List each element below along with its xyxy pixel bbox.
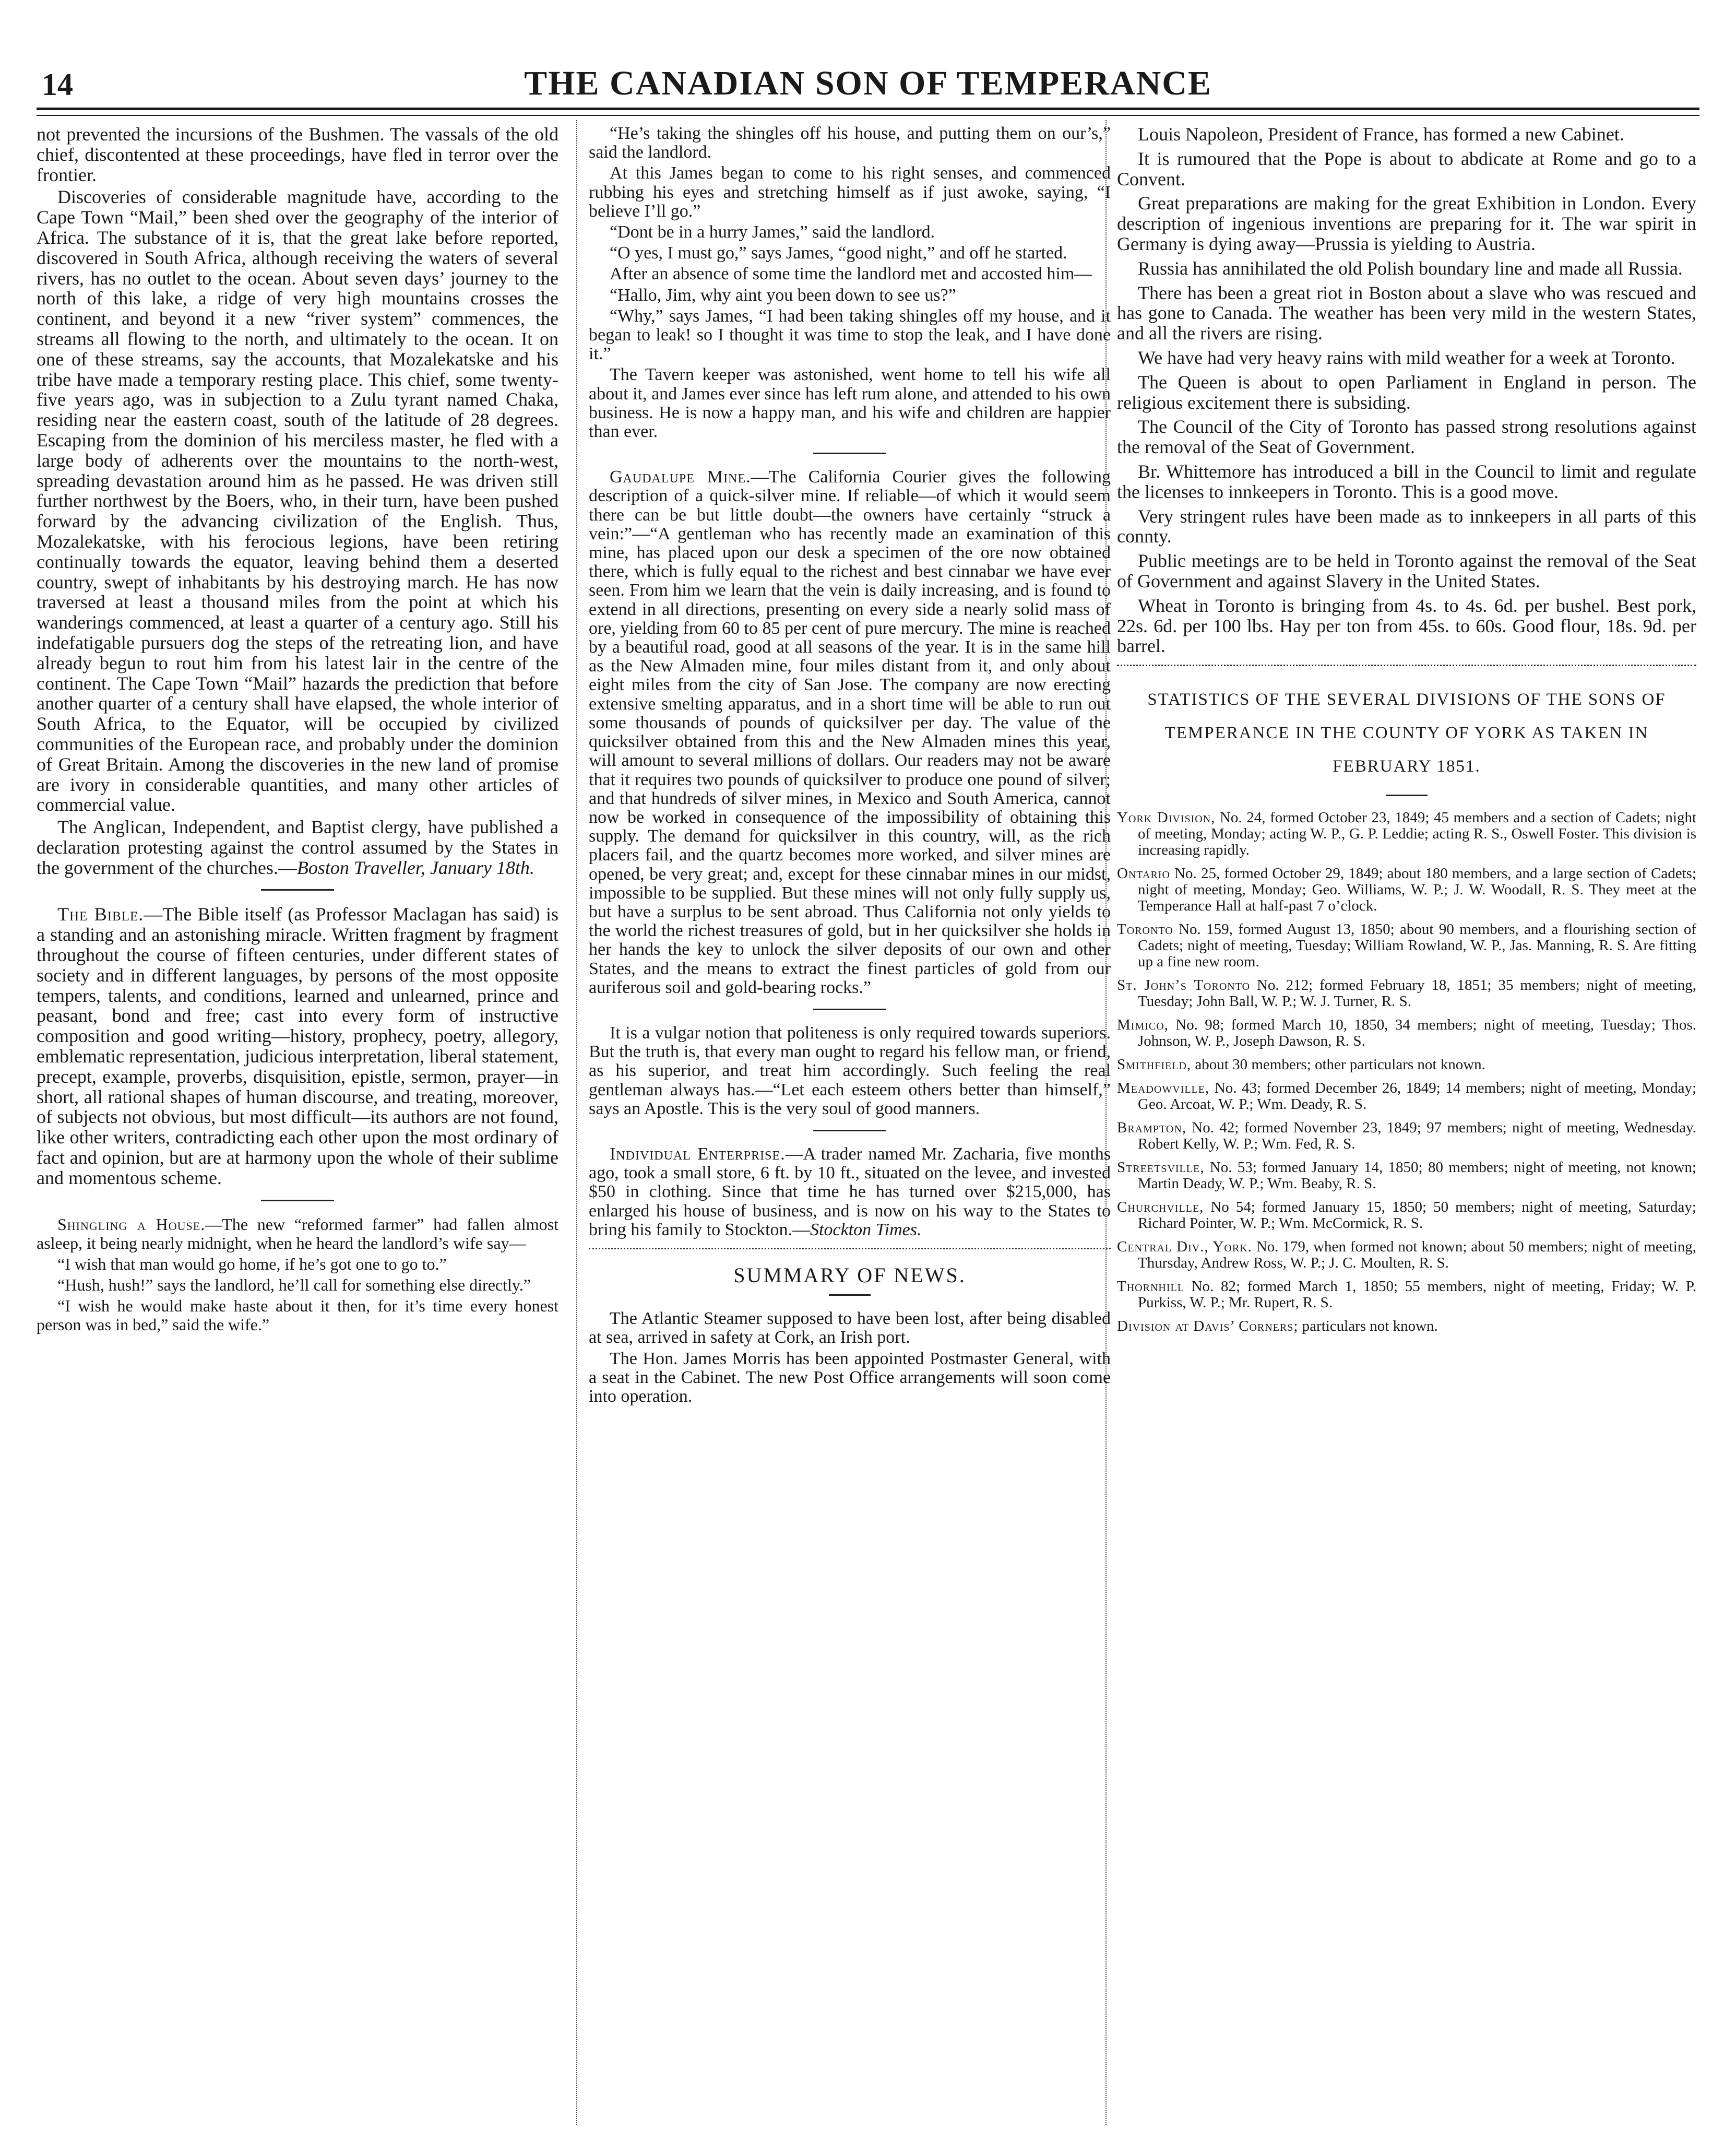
- division-entry: Brampton, No. 42; formed November 23, 1849; 97 members; night of meeting, Wednesday. Robert Kelly, W. P.; Wm. Fed, R. S.: [1117, 1119, 1696, 1153]
- article-clergy: [37, 817, 558, 878]
- page-number: 14: [42, 67, 73, 102]
- article-lead: Individual Enterprise.: [610, 1144, 786, 1164]
- news-item: The Atlantic Steamer supposed to have been lost, after being disabled at sea, arrived in safety at Cork, an Irish port.: [589, 1309, 1111, 1347]
- dialog-line: “He’s taking the shingles off his house, and putting them on our’s,” said the landlord.: [589, 124, 1111, 162]
- dialog-line: After an absence of some time the landlord met and accosted him—: [610, 264, 1092, 284]
- article-separator: [589, 1248, 1111, 1255]
- header-rule-thin: [37, 115, 1699, 116]
- article-politeness: It is a vulgar notion that politeness is only required towards superiors. But the truth is, that every man ought to regard his fellow man, or friend, as his superior, and treat him accordingly. Such feeling the real gentleman always has.—“Let each esteem others better than himself,” says an Apostle. This is the very soul of good manners.: [589, 1023, 1111, 1118]
- article-bible: [37, 904, 558, 1188]
- division-entry: Ontario No. 25, formed October 29, 1849; about 180 members, and a large section of Cadets; night of meeting, Monday; Geo. Williams, W. P.; J. W. Woodall, R. S. They meet at the Temperance Hall at half-past 7 o’clock.: [1117, 865, 1696, 915]
- dialog-line: “Dont be in a hurry James,” said the landlord.: [610, 222, 935, 242]
- article-lead: Shingling a House.: [57, 1214, 206, 1234]
- article-paragraph: not prevented the incursions of the Bushmen. The vassals of the old chief, discontented at these proceedings, have fled in terror over the frontier.: [37, 124, 558, 185]
- newspaper-title: THE CANADIAN SON OF TEMPERANCE: [524, 64, 1212, 102]
- news-item: Louis Napoleon, President of France, has formed a new Cabinet.: [1138, 124, 1624, 145]
- division-entry: Meadowville, No. 43; formed December 26, 1849; 14 members; night of meeting, Monday; Geo. Arcoat, W. P.; Wm. Deady, R. S.: [1117, 1080, 1696, 1113]
- division-entry: Central Div., York. No. 179, when formed not known; about 50 members; night of meeting, Thursday, Andrew Ross, W. P.; J. C. Moulten, R. S.: [1117, 1238, 1696, 1272]
- statistics-heading: STATISTICS OF THE SEVERAL DIVISIONS OF THE SONS OF TEMPERANCE IN THE COUNTY OF YORK AS TAKEN IN FEBRUARY 1851.: [1147, 690, 1666, 776]
- heading-rule: [829, 1294, 871, 1296]
- division-entry: Churchville, No 54; formed January 15, 1850; 50 members; night of meeting, Saturday; Richard Pointer, W. P.; Wm. McCormick, R. S.: [1117, 1199, 1696, 1232]
- article-separator: [813, 453, 886, 454]
- news-item: We have had very heavy rains with mild weather for a week at Toronto.: [1138, 347, 1675, 368]
- article-text: —The California Courier gives the following description of a quick-silver mine. If reliable—of which it would seem there can be but little doubt—the owners have certainly “struck a vein:”—“A gentleman who has recently made an examination of this mine, has placed upon our desk a specimen of the ore now obtained there, which is fully equal to the richest and best cinnabar we have ever seen. From him we learn that the vein is daily increasing, and is found to extend in all directions, presenting on every side a nearly solid mass of ore, yielding from 60 to 85 per cent of pure mercury. The mine is reached by a beautiful road, good at all seasons of the year. It is in the same hill as the New Almaden mine, four miles distant from it, and only about eight miles from the city of San Jose. The company are now erecting extensive smelting apparatus, and in a short time will be able to run out some thousands of pounds of quicksilver per day. The value of the quicksilver obtained from this and the New Almaden mines this year, will amount to several millions of dollars. Our readers may not be aware that it requires two pounds of quicksilver to produce one pound of silver; and that hundreds of silver mines, in Mexico and South America, cannot now be worked in consequence of the impossibility of obtaining this supply. The demand for quicksilver in this country, will, as the rich placers fail, and the quartz becomes more worked, and silver mines are opened, be very great; and, except for these cinnabar mines in our midst, impossible to be supplied. But these mines will not only fully supply us, but have a surplus to be sent abroad. Thus California not only yields to the world the richest treasures of gold, but in her quicksilver she holds in her hands the key to unlock the silver deposits of our own and other States, and the means to extract the finest particles of gold from our auriferous soil and gold-bearing rocks.”: [589, 467, 1111, 997]
- article-text: —The Bible itself (as Professor Maclagan has said) is a standing and an astonishing miracle. Written fragment by fragment throughout the course of fifteen centuries, under different states of society and in different languages, by persons of the most opposite tempers, talents, and conditions, learned and unlearned, prince and peasant, bond and free; cast into every form of instructive composition and good writing—history, prophecy, poetry, allegory, emblematic representation, judicious interpretation, liberal statement, precept, example, proverbs, disquisition, epistle, sermon, prayer—in short, all rational shapes of human discourse, and treating, moreover, of subjects not obvious, but most difficult—its authors are not found, like other writers, contradicting each other upon the most ordinary of fact and opinion, but are at harmony upon the whole of their sublime and momentous scheme.: [37, 904, 558, 1188]
- dialog-line: “Hallo, Jim, why aint you been down to see us?”: [610, 285, 956, 305]
- division-entry: St. John’s Toronto No. 212; formed February 18, 1851; 35 members; night of meeting, Tuesday; John Ball, W. P.; W. J. Turner, R. S.: [1117, 977, 1696, 1010]
- division-list: [1117, 810, 1696, 1334]
- article-separator: [261, 889, 334, 891]
- division-entry: Toronto No. 159, formed August 13, 1850; about 90 members, and a flourishing section of Cadets; night of meeting, Tuesday; William Rowland, W. P., Jas. Manning, R. S. Are fitting up a fine new room.: [1117, 921, 1696, 971]
- news-item: Wheat in Toronto is bringing from 4s. to 4s. 6d. per bushel. Best pork, 22s. 6d. per 100 lbs. Hay per ton from 45s. to 60s. Good flour, 18s. 9d. per barrel.: [1117, 595, 1696, 657]
- column-1: [37, 124, 558, 2124]
- news-item: There has been a great riot in Boston about a slave who was rescued and has gone to Canada. The weather has been very mild in the western States, and all the rivers are rising.: [1117, 282, 1696, 344]
- summary-heading: SUMMARY OF NEWS.: [733, 1263, 966, 1287]
- column-3: [1117, 124, 1696, 2124]
- news-item: The Hon. James Morris has been appointed Postmaster General, with a seat in the Cabinet. The new Post Office arrangements will soon come into operation.: [589, 1349, 1111, 1406]
- article-lead: The Bible.: [57, 904, 144, 925]
- news-item: Very stringent rules have been made as to innkeepers in all parts of this connty.: [1117, 505, 1696, 547]
- article-separator: [813, 1009, 886, 1010]
- article-lead: Gaudalupe Mine.: [610, 467, 751, 487]
- dialog-line: “Hush, hush!” says the landlord, he’ll call for something else directly.”: [57, 1275, 531, 1294]
- article-source: Boston Traveller, January 18th.: [296, 857, 534, 878]
- news-item: Russia has annihilated the old Polish boundary line and made all Russia.: [1138, 257, 1683, 279]
- article-separator: [261, 1200, 334, 1201]
- heading-rule: [1386, 795, 1428, 796]
- dialog-line: “O yes, I must go,” says James, “good night,” and off he started.: [610, 243, 1067, 263]
- section-separator: [1117, 665, 1696, 671]
- division-entry: York Division, No. 24, formed October 23, 1849; 45 members and a section of Cadets; night of meeting, Monday; acting W. P., G. P. Leddie; acting R. S., Oswell Foster. This division is increasing rapidly.: [1117, 809, 1696, 859]
- header-rule: [37, 108, 1699, 110]
- article-africa-discoveries: Discoveries of considerable magnitude have, according to the Cape Town “Mail,” been shed over the geography of the interior of Africa. The substance of it is, that the great lake before reported, discovered in South Africa, although receiving the waters of several rivers, has no outlet to the ocean. About seven days’ journey to the north of this lake, a ridge of very high mountains crosses the continent, and beyond it a new “river system” commences, the streams all flowing to the north, and ultimately to the ocean. It on one of these streams, say the accounts, that Mozalekatske and his tribe have made a temporary resting place. This chief, some twenty-five years ago, was in subjection to a Zulu tyrant named Chaka, residing near the eastern coast, south of the latitude of 28 degrees. Escaping from the dominion of his merciless master, he fled with a large body of adherents over the mountains to the north-west, spreading devastation around him as he passed. He was driven still further northwest by the Boers, who, in their turn, have been pushed forward by the advancing civilization of the English. Thus, Mozalekatske, with his ferocious legions, have been retiring continually towards the equator, leaving behind them a deserted country, swept of inhabitants by his destroying march. He has now traversed at least a thousand miles from the point at which his wanderings commenced, at least a quarter of a century ago. Still his indefatigable pursuers dog the steps of the retreating lion, and have already begun to rout him from his latest lair in the centre of the continent. The Cape Town “Mail” hazards the prediction that before another quarter of a century shall have elapsed, the whole interior of South Africa, to the Equator, will be occupied by civilized communities of the European race, and probably under the dominion of Great Britain. Among the discoveries in the new land of promise are ivory in considerable quantities, and many other articles of commercial value.: [37, 186, 558, 815]
- dialog-line: At this James began to come to his right senses, and commenced rubbing his eyes and stretching himself as if just awoke, saying, “I believe I’ll go.”: [589, 163, 1111, 221]
- division-entry: Division at Davis’ Corners; particulars not known.: [1117, 1318, 1438, 1335]
- article-source: Stockton Times.: [810, 1220, 922, 1239]
- column-2: [589, 124, 1111, 2124]
- news-item: The Council of the City of Toronto has passed strong resolutions against the removal of the Seat of Government.: [1117, 416, 1696, 458]
- dialog-line: “Why,” says James, “I had been taking shingles off my house, and it began to leak! so I thought it was time to stop the leak, and I have done it.”: [589, 306, 1111, 364]
- article-text: —A trader named Mr. Zacharia, five months ago, took a small store, 6 ft. by 10 ft., situated on the levee, and invested $50 in clothing. Since that time he has turned over $215,000, has enlarged his house of business, and is now on his way to the States to bring his family to Stockton.—: [589, 1144, 1111, 1239]
- article-enterprise: [589, 1145, 1111, 1239]
- article-text: —The new “reformed farmer” had fallen almost asleep, it being nearly midnight, when he heard the landlord’s wife say—: [37, 1214, 558, 1252]
- column-divider: [576, 120, 577, 2125]
- news-list: [1117, 124, 1696, 656]
- division-entry: Streetsville, No. 53; formed January 14, 1850; 80 members; night of meeting, not known; Martin Deady, W. P.; Wm. Beaby, R. S.: [1117, 1159, 1696, 1192]
- article-gaudalupe-mine: [589, 468, 1111, 997]
- article-separator: [813, 1130, 886, 1131]
- division-entry: Mimico, No. 98; formed March 10, 1850, 34 members; night of meeting, Tuesday; Thos. Johnson, W. P., Joseph Dawson, R. S.: [1117, 1016, 1696, 1050]
- news-item: The Queen is about to open Parliament in England in person. The religious excitement there is subsiding.: [1117, 371, 1696, 413]
- news-item: Br. Whittemore has introduced a bill in the Council to limit and regulate the licenses to innkeepers in Toronto. This is a good move.: [1117, 460, 1696, 502]
- dialog-line: “I wish that man would go home, if he’s got one to go to.”: [57, 1254, 447, 1273]
- division-entry: Thornhill No. 82; formed March 1, 1850; 55 members, night of meeting, Friday; W. P. Purkiss, W. P.; Mr. Rupert, R. S.: [1117, 1278, 1696, 1311]
- news-item: It is rumoured that the Pope is about to abdicate at Rome and go to a Convent.: [1117, 148, 1696, 190]
- news-item: Public meetings are to be held in Toronto against the removal of the Seat of Government and against Slavery in the United States.: [1117, 550, 1696, 592]
- dialog-line: The Tavern keeper was astonished, went home to tell his wife all about it, and James ever since has left rum alone, and attended to his own business. He is now a happy man, and his wife and children are happier than ever.: [589, 365, 1111, 442]
- dialog-line: “I wish he would make haste about it then, for it’s time every honest person was in bed,” said the wife.”: [37, 1296, 558, 1334]
- article-shingling: [37, 1215, 558, 1334]
- division-entry: Smithfield, about 30 members; other particulars not known.: [1117, 1056, 1485, 1073]
- article-text: The Anglican, Independent, and Baptist clergy, have published a declaration protesting against the control assumed by the States in the government of the churches.—: [37, 817, 558, 878]
- news-item: Great preparations are making for the great Exhibition in London. Every description of ingenious inventions are preparing for it. The war spirit in Germany is dying away—Prussia is yielding to Austria.: [1117, 193, 1696, 254]
- page-header: [37, 62, 1699, 109]
